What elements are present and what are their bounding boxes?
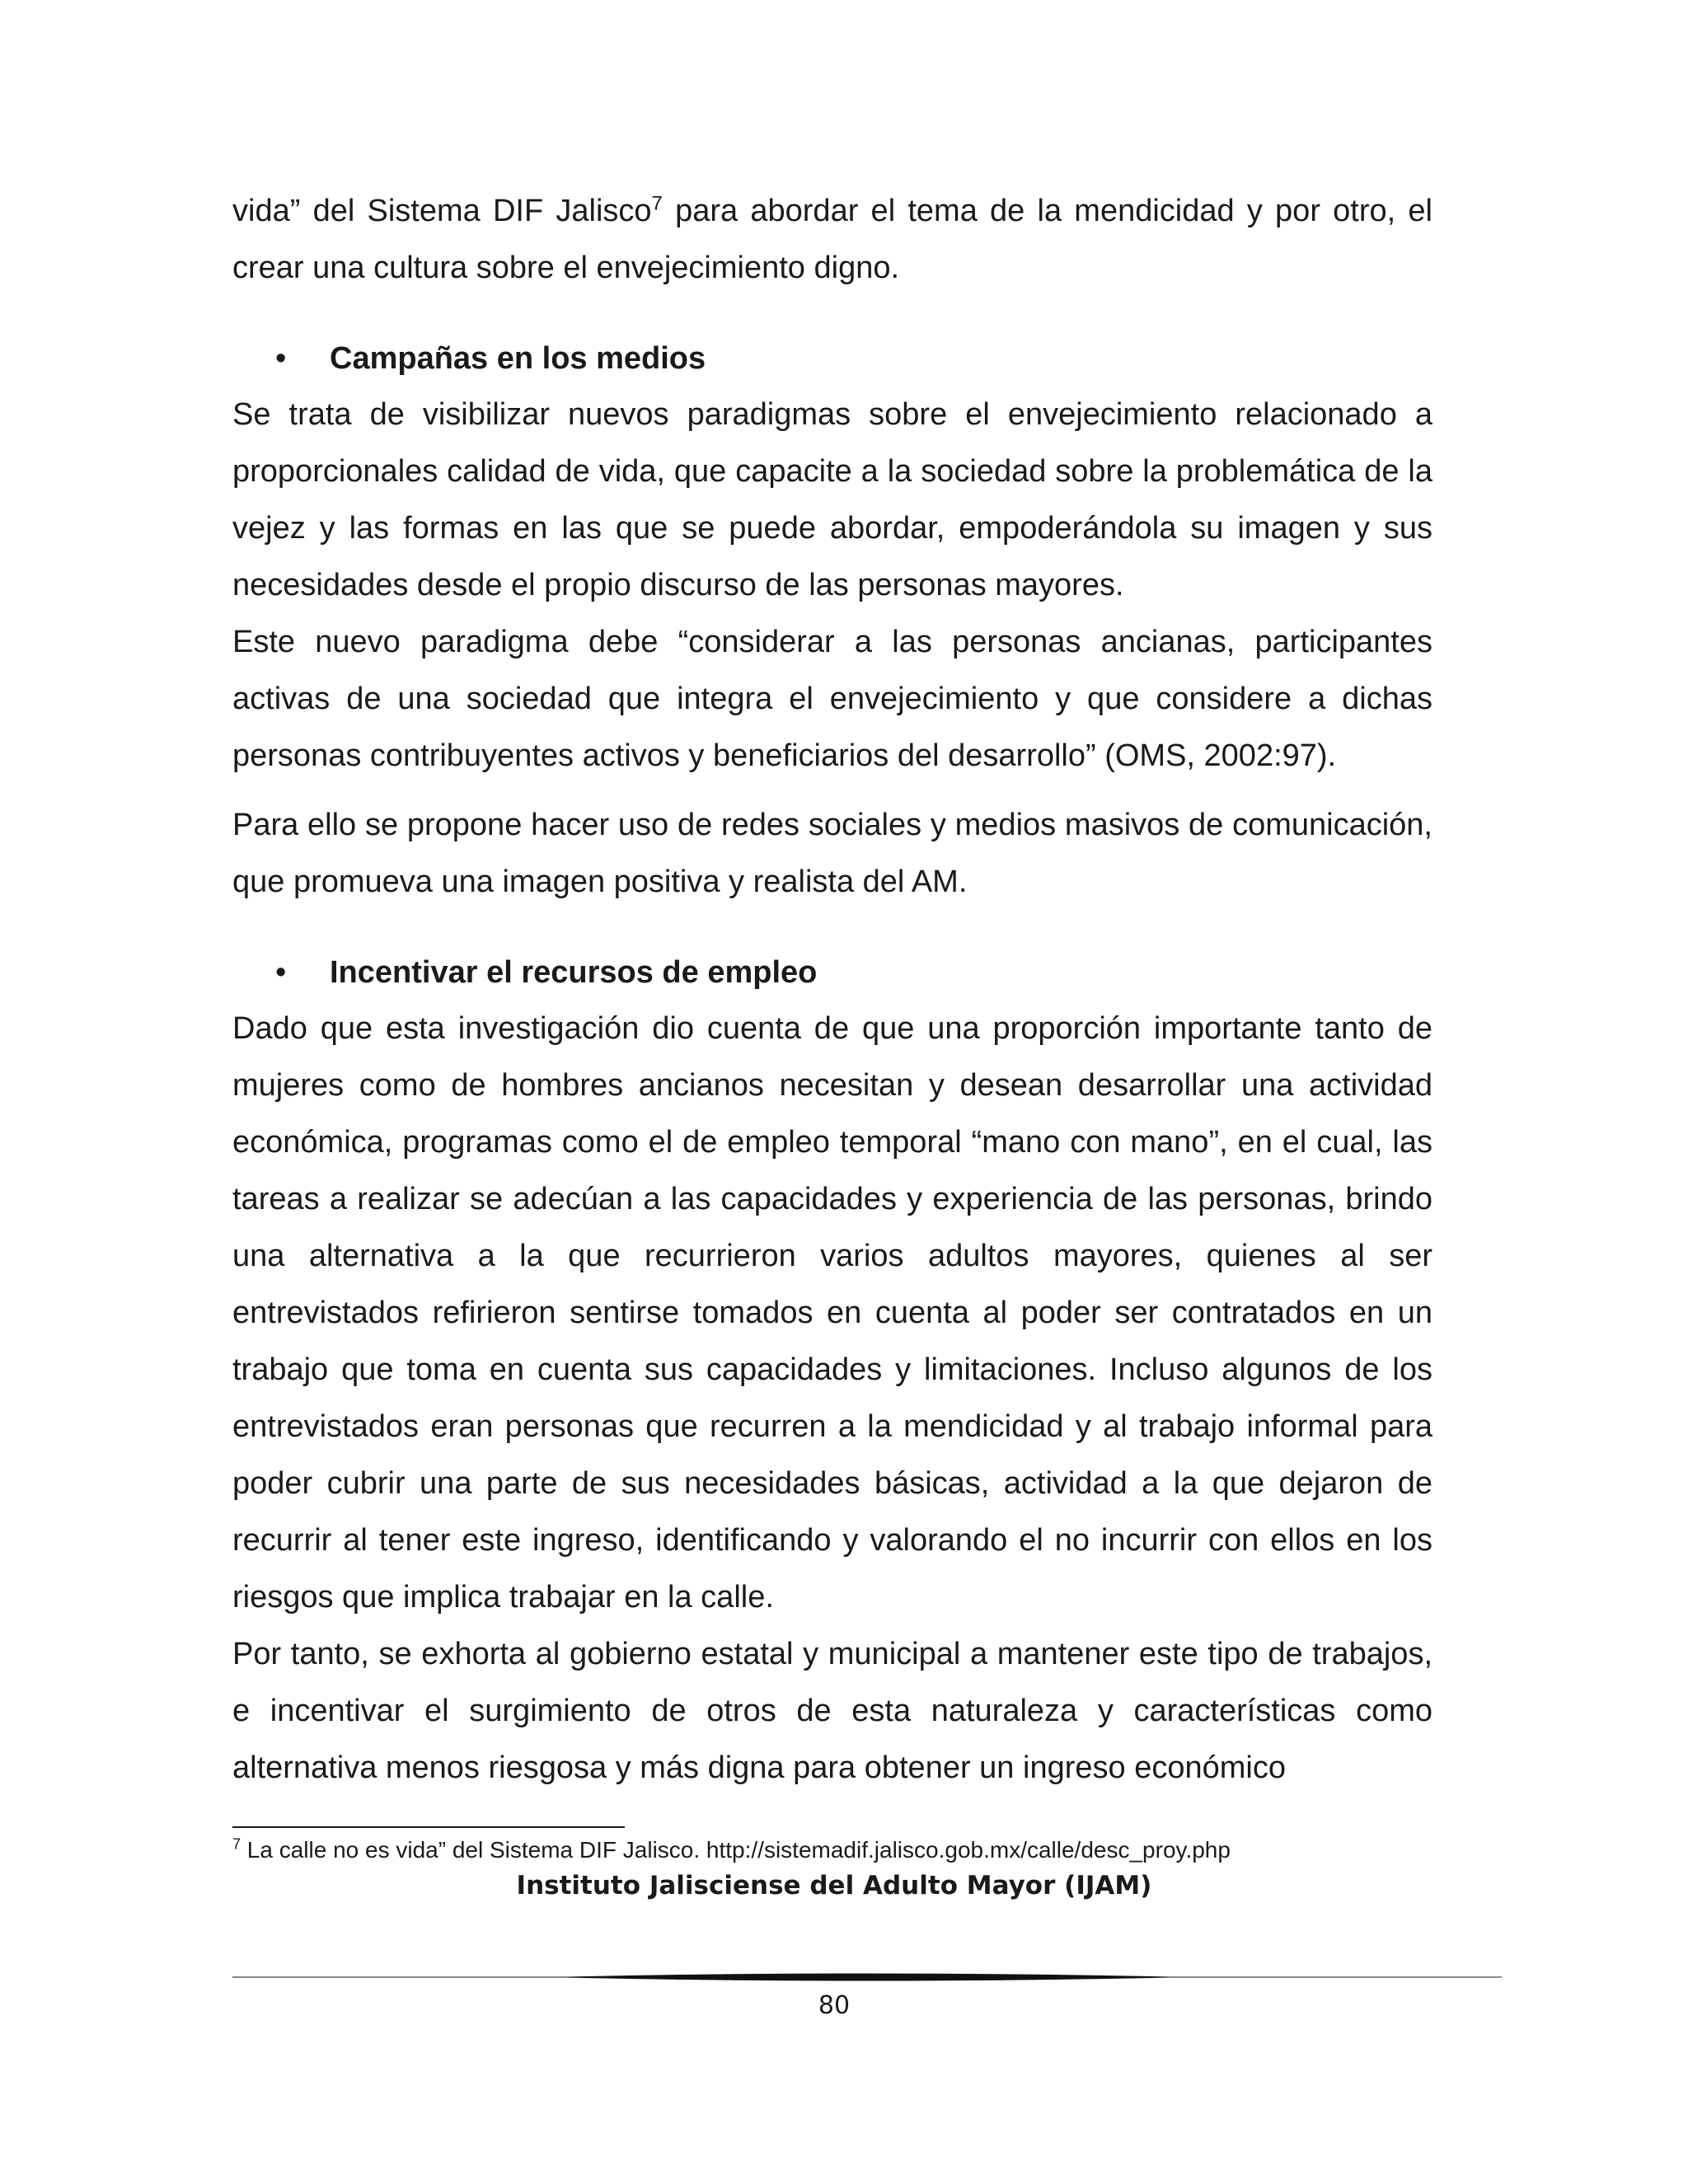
intro-paragraph bbox=[232, 183, 1432, 297]
section2-paragraph-2: Por tanto, se exhorta al gobierno estatal y municipal a mantener este tipo de trabajos, e incentivar el surgimiento de otros de esta naturaleza y características como alternativa menos riesgosa y más digna para obtener un ingreso económico bbox=[232, 1637, 1432, 1785]
section-heading-empleo bbox=[232, 944, 1432, 1001]
footnote-number: 7 bbox=[232, 1835, 241, 1853]
section2-paragraph-1: Dado que esta investigación dio cuenta de que una proporción importante tanto de mujeres como de hombres ancianos necesitan y desean desarrollar una actividad económica, programas como el de empleo temporal “mano con mano”, en el cual, las tareas a realizar se adecúan a las capacidades y experiencia de las personas, brindo una alternativa a la que recurrieron varios adultos mayores, quienes al ser entrevistados refirieron sentirse tomados en cuenta al poder ser contratados en un trabajo que toma en cuenta sus capacidades y limitaciones. Incluso algunos de los entrevistados eran personas que recurren a la mendicidad y al trabajo informal para poder cubrir una parte de sus necesidades básicas, actividad a la que dejaron de recurrir al tener este ingreso, identificando y valorando el no incurrir con ellos en los riesgos que implica trabajar en la calle. bbox=[232, 1011, 1432, 1615]
intro-text-part2: para abordar el tema de la mendicidad y por otro, el crear una cultura sobre el envejecimiento digno. bbox=[232, 194, 1432, 285]
bullet-icon: • bbox=[275, 341, 287, 376]
bullet-icon: • bbox=[275, 955, 287, 990]
footnote bbox=[232, 1834, 1432, 1867]
section-heading-text: Incentivar el recursos de empleo bbox=[330, 955, 818, 990]
section-heading-campanas bbox=[232, 330, 1432, 387]
footnote-reference[interactable]: 7 bbox=[651, 192, 663, 215]
footnote-separator bbox=[232, 1826, 625, 1828]
section1-paragraph-3: Para ello se propone hacer uso de redes sociales y medios masivos de comunicación, que promueva una imagen positiva y realista del AM. bbox=[232, 808, 1432, 899]
footer-institution: Instituto Jalisciense del Adulto Mayor (IJAM) bbox=[516, 1871, 1152, 1900]
footer-divider bbox=[232, 1971, 1502, 1983]
page-number: 80 bbox=[818, 1991, 851, 2020]
section1-paragraph-2: Este nuevo paradigma debe “considerar a las personas ancianas, participantes activas de una sociedad que integra el envejecimiento y que considere a dichas personas contribuyentes activos y beneficiarios del desarrollo” (OMS, 2002:97). bbox=[232, 625, 1432, 773]
section-heading-text: Campañas en los medios bbox=[330, 341, 706, 376]
footnote-text: La calle no es vida” del Sistema DIF Jalisco. http://sistemadif.jalisco.gob.mx/calle/desc_proy.php bbox=[241, 1837, 1231, 1863]
intro-text-part1: vida” del Sistema DIF Jalisco bbox=[232, 194, 652, 228]
section1-paragraph-1: Se trata de visibilizar nuevos paradigmas sobre el envejecimiento relacionado a proporcionales calidad de vida, que capacite a la sociedad sobre la problemática de la vejez y las formas en las que se puede abordar, empoderándola su imagen y sus necesidades desde el propio discurso de las personas mayores. bbox=[232, 397, 1432, 602]
